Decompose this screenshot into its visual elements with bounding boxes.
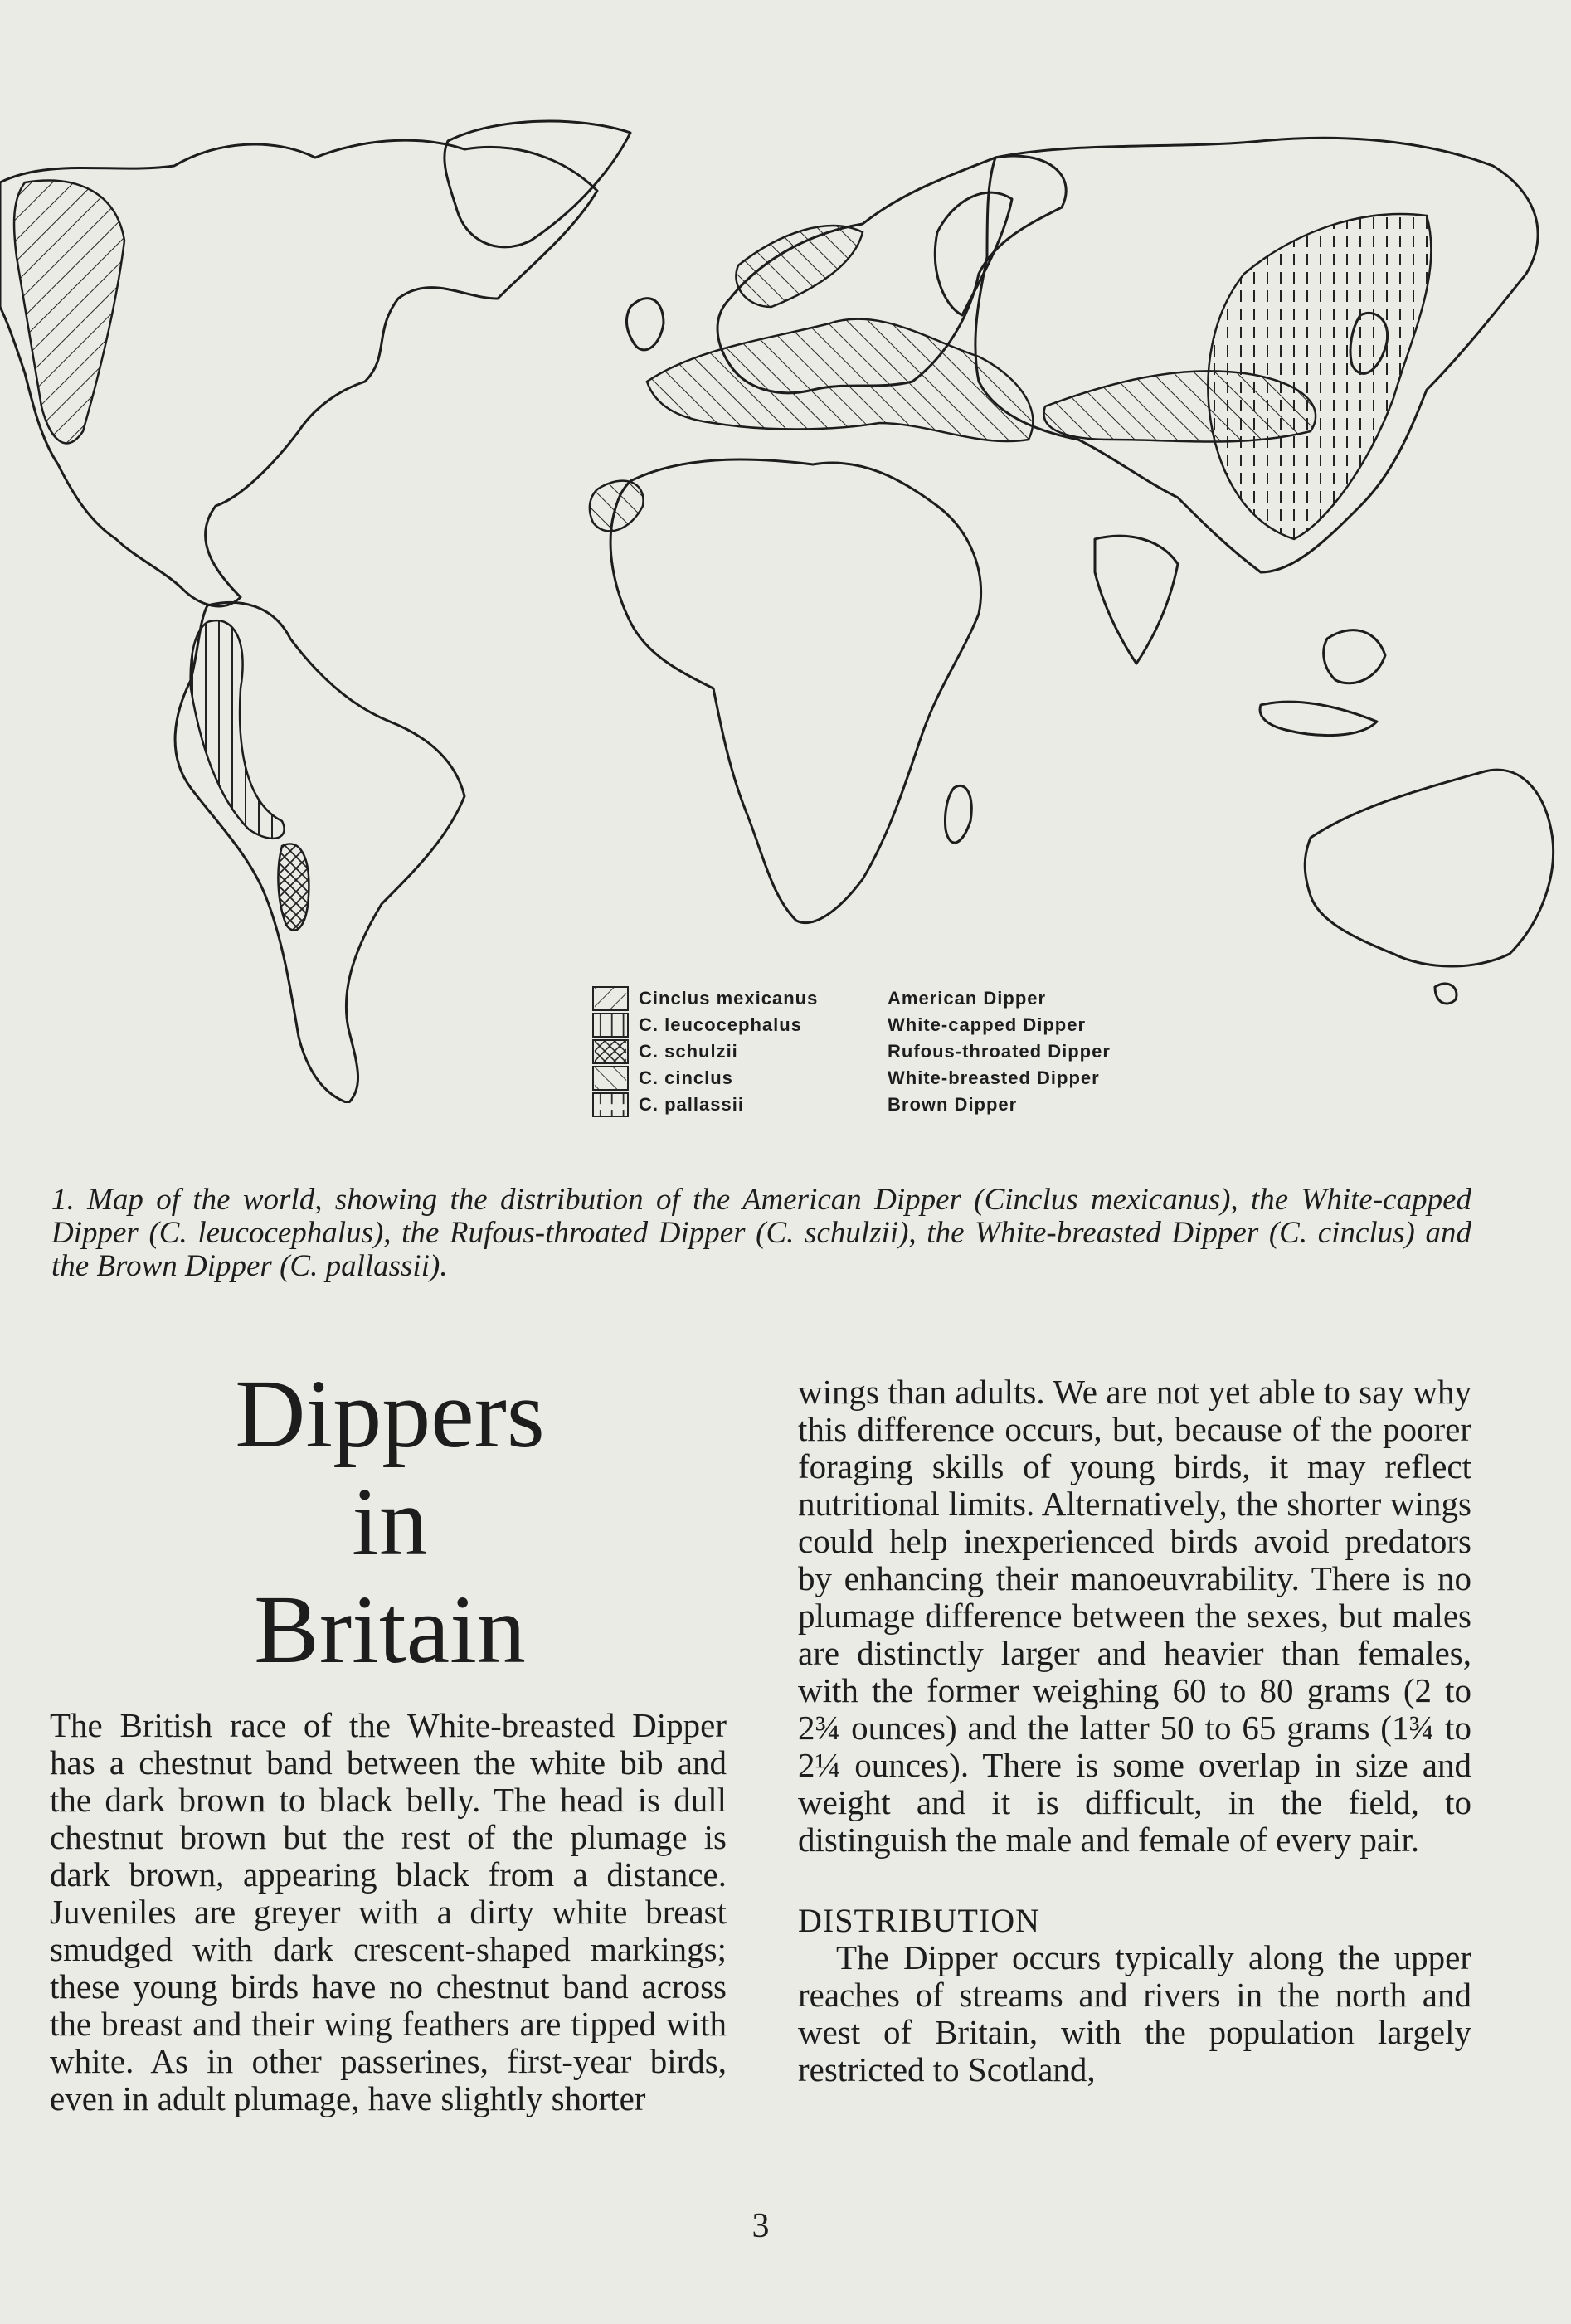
legend-row-brown-dipper (592, 1092, 1111, 1118)
indonesia-outline (1260, 702, 1377, 735)
india-outline (1095, 536, 1178, 664)
madagascar-outline (945, 785, 971, 843)
british-isles-outline (626, 299, 664, 350)
body-paragraph: wings than adults. We are not yet able to say why this difference occurs, but, because of the poorer foraging skills of young birds, it may reflect nutritional limits. Alternatively, the shorter wings could help inexperienced birds avoid predators by enhancing their manoeuvrability. There is no plumage difference between the sexes, but males are distinctly larger and heavier than females, with the former weighing 60 to 80 grams (2 to 2¾ ounces) and the latter 50 to 65 grams (1¾ to 2¼ ounces). There is some overlap in size and weight and it is difficult, in the field, to distinguish the male and female of every pair. (798, 1373, 1471, 1859)
legend-row-white-breasted-dipper (592, 1065, 1111, 1092)
body-paragraph: The Dipper occurs typically along the upper reaches of streams and rivers in the north and west of Britain, with the population largely restricted to Scotland, (798, 1938, 1471, 2088)
map-legend (592, 985, 1111, 1118)
figure-caption: 1. Map of the world, showing the distribution of the American Dipper (Cinclus mexicanus), the White-capped Dipper (C. leucocephalus), the Rufous-throated Dipper (C. schulzii), the White-breasted Dipper (C. cinclus) and the Brown Dipper (C. pallassii). (51, 1183, 1471, 1283)
greenland-outline (445, 121, 630, 247)
legend-common-name: American Dipper (888, 988, 1047, 1009)
title-line: Britain (254, 1575, 526, 1684)
legend-swatch-vertical (592, 1013, 629, 1038)
legend-swatch-diagonal (592, 986, 629, 1011)
page-number: 3 (751, 2207, 770, 2245)
range-white-breasted-dipper-north (736, 226, 863, 307)
legend-scientific-name: C. leucocephalus (639, 1014, 802, 1035)
legend-row-white-capped-dipper (592, 1012, 1111, 1038)
article-title (50, 1360, 730, 1684)
legend-scientific-name: Cinclus mexicanus (639, 988, 819, 1009)
legend-common-name: Rufous-throated Dipper (888, 1041, 1111, 1062)
borneo-outline (1324, 630, 1385, 683)
world-distribution-map (0, 108, 1571, 1103)
range-american-dipper (14, 181, 124, 444)
section-heading: DISTRIBUTION (798, 1902, 1040, 1939)
legend-scientific-name: C. cinclus (639, 1067, 733, 1088)
range-white-breasted-dipper-africa (590, 481, 644, 532)
legend-scientific-name: C. pallassii (639, 1094, 744, 1115)
body-paragraph: The British race of the White-breasted Dipper has a chestnut band between the white bib and the dark brown to black belly. The head is dull chestnut brown but the rest of the plumage is dark brown, appearing black from a distance. Juveniles are greyer with a dirty white breast smudged with dark crescent-shaped markings; these young birds have no chestnut band across the breast and their wing feathers are tipped with white. As in other passerines, first-year birds, even in adult plumage, have slightly shorter (50, 1706, 727, 2117)
legend-scientific-name: C. schulzii (639, 1041, 738, 1062)
legend-swatch-diagonal-back (592, 1066, 629, 1091)
africa-outline (610, 459, 980, 923)
range-brown-dipper (1208, 214, 1431, 539)
right-column (798, 1373, 1471, 2088)
australia-outline (1305, 770, 1553, 966)
legend-common-name: Brown Dipper (888, 1094, 1018, 1115)
new-zealand-outline (1435, 984, 1457, 1004)
range-rufous-throated-dipper (278, 844, 309, 931)
legend-swatch-vertical-dashed (592, 1092, 629, 1117)
legend-common-name: White-breasted Dipper (888, 1067, 1100, 1088)
legend-row-rufous-throated-dipper (592, 1038, 1111, 1065)
legend-common-name: White-capped Dipper (888, 1014, 1087, 1035)
legend-row-american-dipper (592, 985, 1111, 1012)
title-line: Dippers (235, 1359, 545, 1468)
left-column (50, 1707, 727, 2117)
title-line: in (352, 1467, 428, 1576)
legend-swatch-cross-hatch (592, 1039, 629, 1064)
